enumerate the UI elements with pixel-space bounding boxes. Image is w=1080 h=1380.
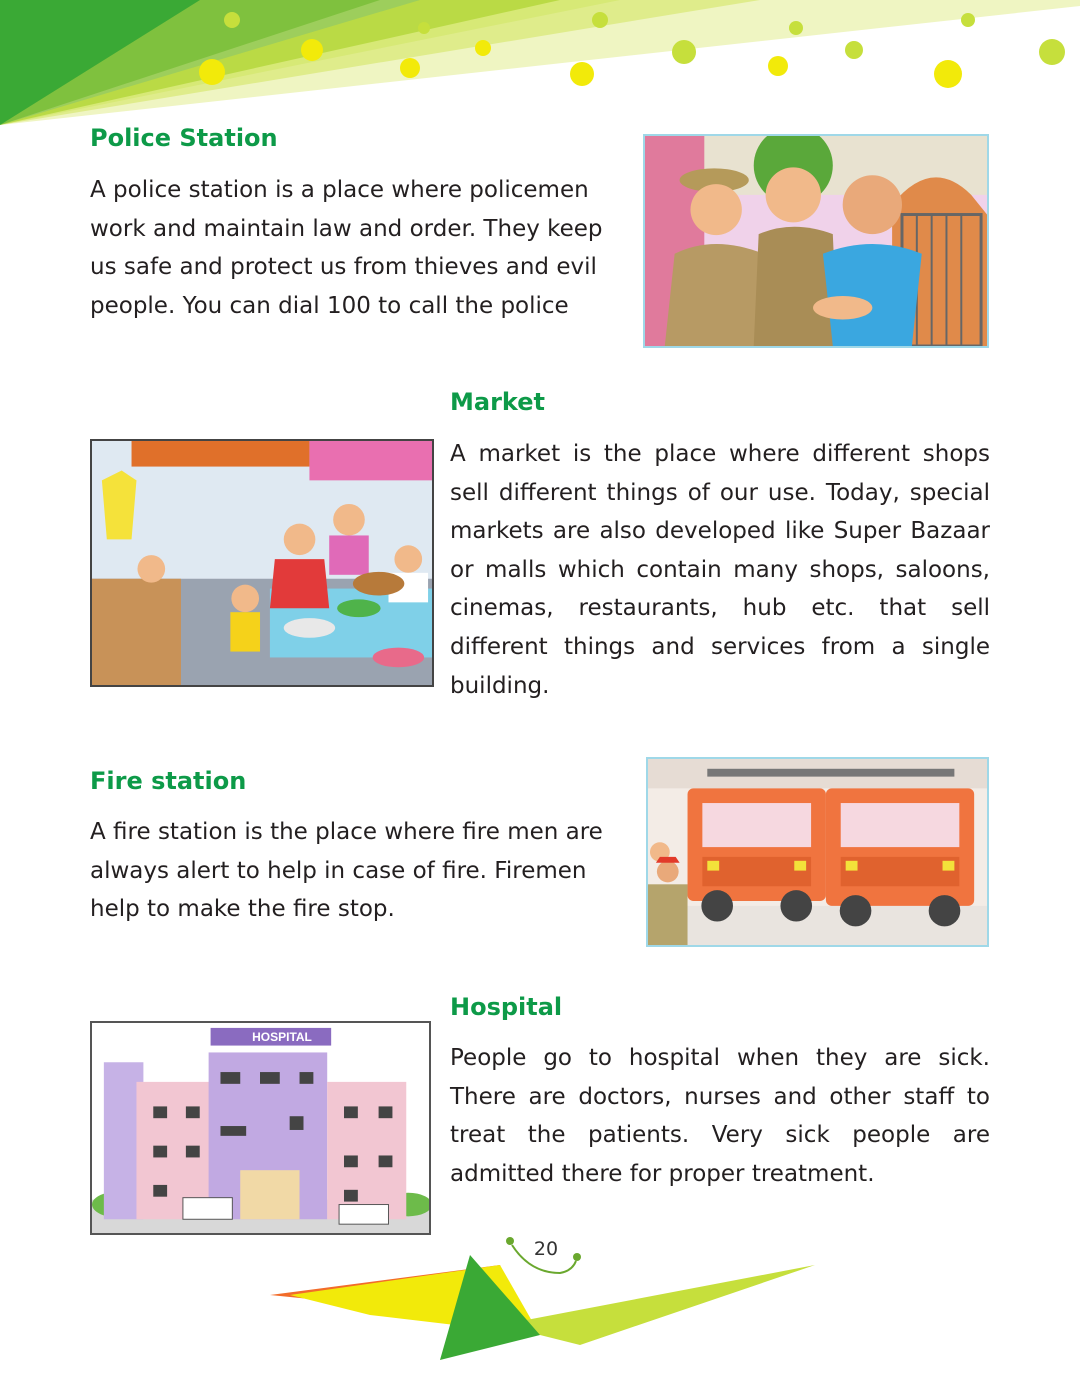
fire-station-text: A fire station is the place where fire men are always alert to help in case of fire. Firemen help to make the fire stop. (90, 819, 603, 923)
heading-police-station: Police Station (90, 124, 278, 152)
heading-market: Market (450, 388, 545, 416)
police-station-text: A police station is a place where policemen work and maintain law and order. They keep us safe and protect us from thieves and evil people. You can dial 100 to call the police (90, 177, 603, 319)
heading-fire-station: Fire station (90, 767, 247, 795)
fire-station-illustration (646, 757, 989, 947)
police-station-illustration (643, 134, 989, 348)
market-text: A market is the place where different shops sell different things of our use. Today, special markets are also developed like Super Bazaar or malls which contain many shops, saloons, cinemas, restaurants, hub etc. that sell different things and services from a single building. (450, 441, 990, 699)
hospital-illustration (90, 1021, 431, 1235)
top-banner-decoration (0, 0, 1080, 130)
market-illustration (90, 439, 434, 687)
page-number: 20 (533, 1238, 559, 1260)
heading-hospital: Hospital (450, 993, 563, 1021)
hospital-sign-text: HOSPITAL (252, 1030, 312, 1044)
hospital-text: People go to hospital when they are sick. There are doctors, nurses and other staff to treat the patients. Very sick people are admitted there for proper treatment. (450, 1045, 990, 1187)
